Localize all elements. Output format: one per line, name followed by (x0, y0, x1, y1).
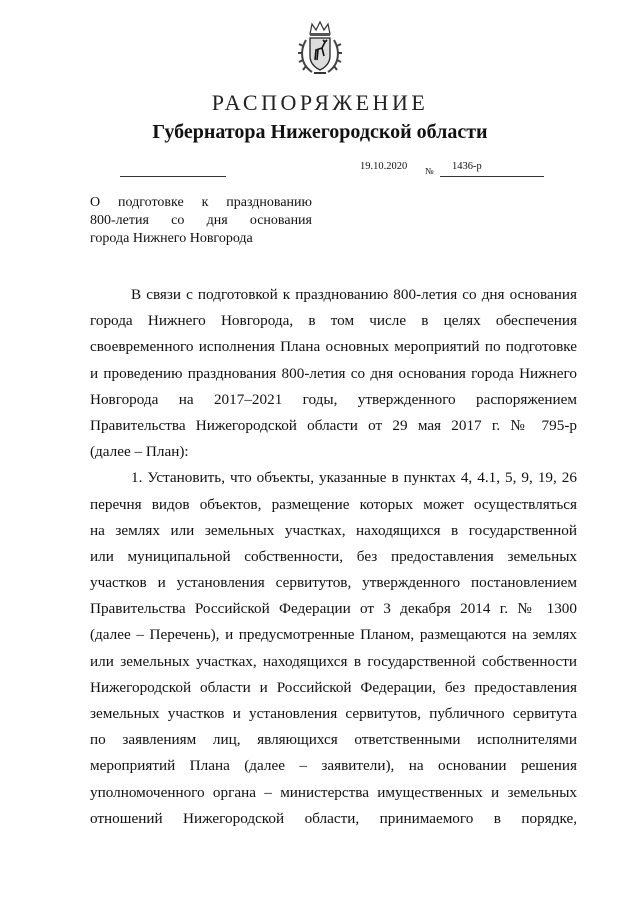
body-line: уполномоченного органа – министерства имущественных и земельных (90, 783, 577, 801)
document-subject (90, 194, 312, 248)
body-line: по заявлениям лиц, являющихся ответственными исполнителями (90, 731, 577, 749)
document-body (90, 282, 577, 832)
date-blank-line (120, 176, 226, 177)
body-line: Правительства Нижегородской области от 29 мая 2017 г. № 795-р (90, 416, 577, 434)
body-line: земельных участков и установления сервитутов, публичного сервитута (90, 705, 577, 722)
body-line: 1. Установить, что объекты, указанные в пунктах 4, 4.1, 5, 9, 19, 26 (131, 469, 577, 487)
body-line: Нижегородской области и Российской Федерации, без предоставления (90, 678, 577, 696)
issuer-title: Губернатора Нижегородской области (152, 121, 488, 143)
number-sign: № (425, 166, 434, 176)
coat-of-arms-icon (298, 20, 342, 76)
body-line: или муниципальной собственности, без предоставления земельных (90, 547, 577, 565)
body-line: (далее – План): (90, 443, 189, 461)
body-line: и проведению празднования 800-летия со дня основания города Нижнего (90, 364, 577, 382)
subject-line: города Нижнего Новгорода (90, 231, 253, 246)
document-type-title: РАСПОРЯЖЕНИЕ (211, 90, 429, 115)
body-line: участков и установления сервитутов, утвержденного постановлением (90, 574, 577, 592)
body-line: города Нижнего Новгорода, в том числе в целях обеспечения (90, 312, 577, 330)
body-line: мероприятий Плана (далее – заявители), на основании решения (90, 757, 577, 775)
subject-line: 800-летия со дня основания (90, 213, 312, 228)
body-line: перечня видов объектов, размещение которых может осуществляться (90, 495, 577, 513)
body-line: Правительства Российской Федерации от 3 декабря 2014 г. № 1300 (90, 600, 577, 618)
body-line: В связи с подготовкой к празднованию 800-летия со дня основания (131, 286, 577, 303)
body-line: или земельных участках, находящихся в государственной собственности (90, 652, 577, 670)
document-number: 1436-р (452, 161, 482, 172)
body-line: Новгорода на 2017–2021 годы, утвержденного распоряжением (90, 390, 577, 408)
number-underline (440, 176, 544, 177)
document-date: 19.10.2020 (360, 161, 408, 172)
subject-line: О подготовке к празднованию (90, 195, 312, 210)
body-line: отношений Нижегородской области, принимаемого в порядке, (90, 809, 577, 827)
body-line: на землях или земельных участках, находящихся в государственной (90, 521, 577, 539)
body-line: (далее – Перечень), и предусмотренные Планом, размещаются на землях (90, 626, 577, 644)
body-line: своевременного исполнения Плана основных мероприятий по подготовке (90, 338, 577, 356)
